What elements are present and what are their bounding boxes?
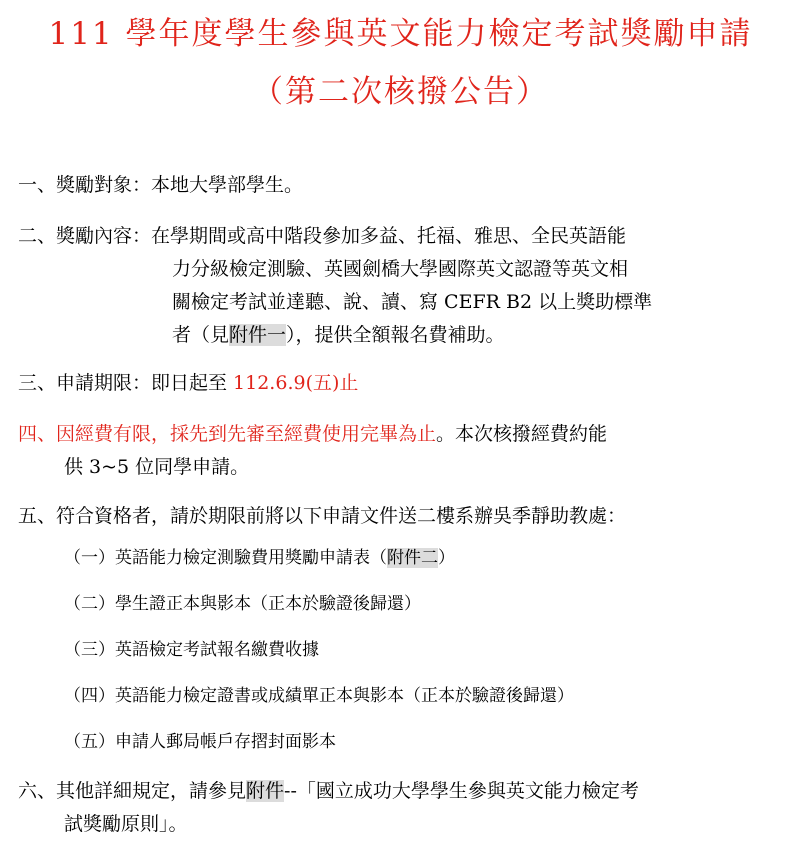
item-1-label: 一、獎勵對象： xyxy=(18,174,152,196)
item-5-sub-1 xyxy=(64,541,455,575)
item-3 xyxy=(18,366,358,400)
item-2-line-4-pre: 者（見 xyxy=(172,324,230,346)
item-5-sub-2: （二）學生證正本與影本（正本於驗證後歸還） xyxy=(64,594,421,614)
item-2-text-1: 在學期間或高中階段參加多益、托福、雅思、全民英語能 xyxy=(151,225,627,247)
item-4-red-text: 四、因經費有限，採先到先審至經費使用完畢為止 xyxy=(18,423,437,445)
page-subtitle: （第二次核撥公告） xyxy=(252,74,549,110)
item-2-line-3: 關檢定考試並達聽、說、讀、寫 CEFR B2 以上獎助標準 xyxy=(172,291,653,313)
item-6-post: --「國立成功大學學生參與英文能力檢定考 xyxy=(284,780,639,802)
item-2-line-4-post: ），提供全額報名費補助。 xyxy=(286,324,505,346)
page-title: 111 學年度學生參與英文能力檢定考試獎勵申請 xyxy=(48,16,753,52)
item-6-pre: 六、其他詳細規定，請參見 xyxy=(18,780,247,802)
item-2-label: 二、獎勵內容： xyxy=(18,225,152,247)
item-5-sub-4: （四）英語能力檢定證書或成績單正本與影本（正本於驗證後歸還） xyxy=(64,686,574,706)
item-5-sub-1-post: ） xyxy=(438,548,455,568)
item-5-sub-3: （三）英語檢定考試報名繳費收據 xyxy=(64,640,319,660)
item-6-line-1 xyxy=(18,774,639,808)
item-4-rest: 。本次核撥經費約能 xyxy=(436,423,608,445)
item-4-line-2: 供 3~5 位同學申請。 xyxy=(64,456,250,478)
item-4-line-1 xyxy=(18,417,607,451)
item-5-sub-5: （五）申請人郵局帳戶存摺封面影本 xyxy=(64,732,336,752)
attachment-link[interactable]: 附件 xyxy=(246,780,285,802)
item-2-line-2: 力分級檢定測驗、英國劍橋大學國際英文認證等英文相 xyxy=(172,258,629,280)
item-6-line-2: 試獎勵原則」。 xyxy=(64,813,188,835)
attachment-2-link[interactable]: 附件二 xyxy=(387,548,438,568)
item-5-heading: 五、符合資格者，請於期限前將以下申請文件送二樓系辦吳季靜助教處： xyxy=(18,505,627,527)
attachment-1-link[interactable]: 附件一 xyxy=(229,324,287,346)
item-5-sub-1-pre: （一）英語能力檢定測驗費用獎勵申請表（ xyxy=(64,548,387,568)
item-1 xyxy=(18,168,303,202)
item-1-text: 本地大學部學生。 xyxy=(151,174,304,196)
deadline: 112.6.9(五)止 xyxy=(233,372,359,394)
item-2-line-1 xyxy=(18,219,626,253)
item-3-label: 三、申請期限：即日起至 xyxy=(18,372,234,394)
item-2-line-4 xyxy=(172,318,505,352)
